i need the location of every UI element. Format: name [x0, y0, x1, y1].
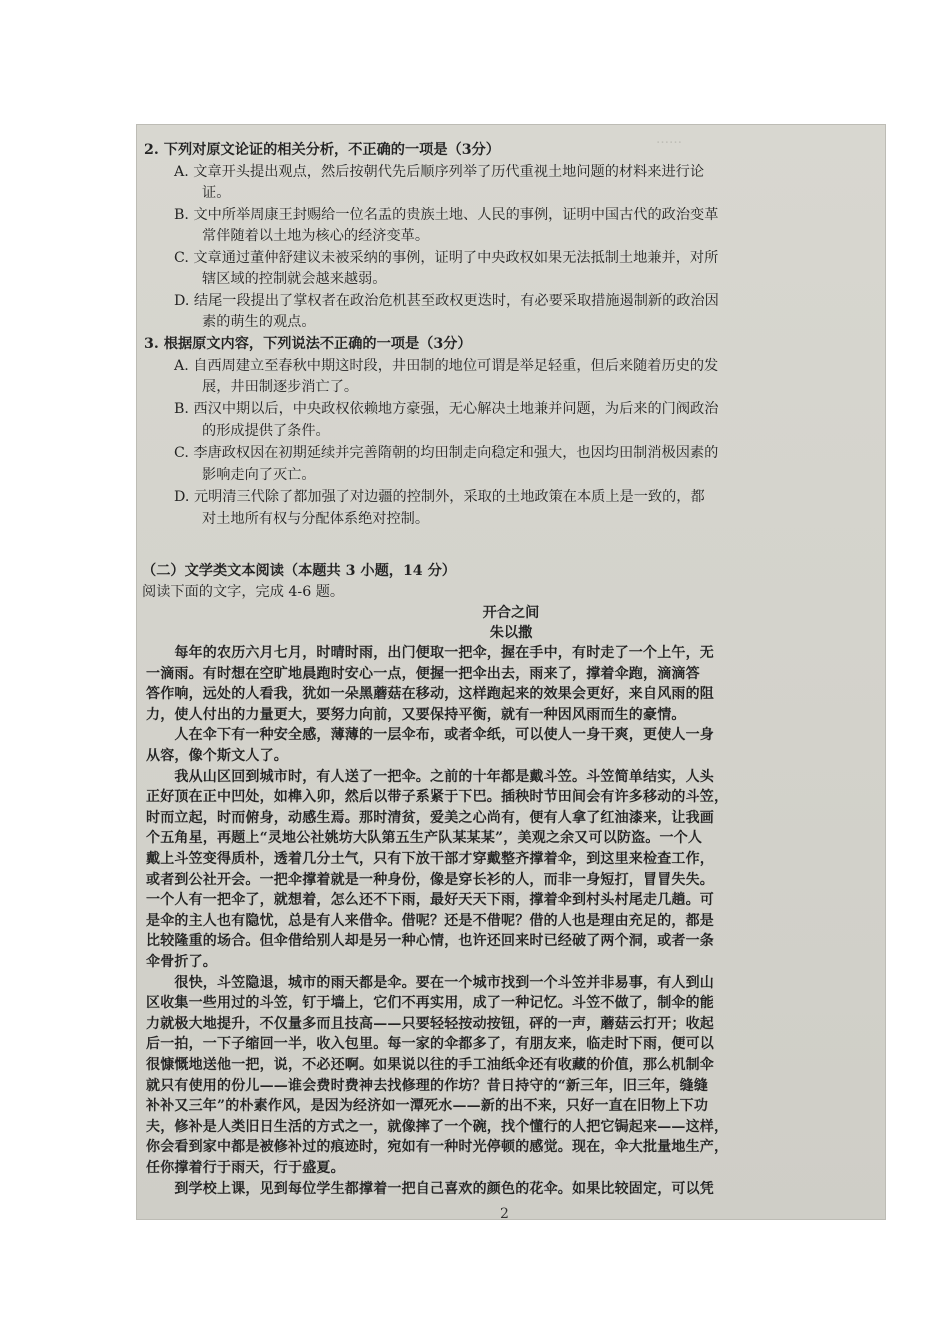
- article-line: 很慷慨地送他一把，说，不必还啊。如果说以往的手工油纸伞还有收藏的价值，那么机制伞: [146, 1057, 714, 1073]
- article-line: 伞骨折了。: [146, 954, 217, 970]
- q2-option-c-line1: C. 文章通过董仲舒建议未被采纳的事例，证明了中央政权如果无法抵制土地兼并，对所: [174, 250, 719, 266]
- article-line: 戴上斗笠变得质朴，透着几分土气，只有下放干部才穿戴整齐撑着伞，到这里来检查工作，: [146, 851, 714, 867]
- article-line: 任你撑着行于雨天，行于盛夏。: [146, 1160, 345, 1176]
- q3-option-a-line2: 展，井田制逐步消亡了。: [202, 379, 359, 395]
- article-line: 是伞的主人也有隐忧，总是有人来借伞。借呢？还是不借呢？借的人也是理由充足的，都是: [146, 912, 714, 929]
- article-line: 比较隆重的场合。但伞借给别人却是另一种心情，也许还回来时已经破了两个洞，或者一条: [146, 933, 714, 950]
- article-line: 我从山区回到城市时，有人送了一把伞。之前的十年都是戴斗笠。斗笠简单结实，人头: [146, 768, 714, 785]
- article-line: 个五角星，再题上“灵地公社姚坊大队第五生产队某某某”，美观之余又可以防盗。一个人: [146, 830, 703, 847]
- article-line: 力就极大地提升，不仅量多而且技高——只要轻轻按动按钮，砰的一声，蘑菇云打开；收起: [146, 1015, 714, 1032]
- article-line: 夫，修补是人类旧日生活的方式之一，就像摔了一个碗，找个懂行的人把它锔起来——这样，: [146, 1118, 729, 1135]
- article-title: 开合之间: [482, 605, 540, 621]
- article-author: 朱以撒: [489, 625, 533, 641]
- q3-option-a-line1: A. 自西周建立至春秋中期这时段，井田制的地位可谓是举足轻重，但后来随着历史的发: [174, 358, 719, 374]
- question-3-stem: 3. 根据原文内容，下列说法不正确的一项是（3分）: [144, 336, 472, 352]
- article-line: 从容，像个斯文人了。: [146, 748, 288, 764]
- article-line: 补补又三年”的朴素作风，是因为经济如一潭死水——新的出不来，只好一直在旧物上下功: [146, 1098, 709, 1115]
- q2-option-b-line1: B. 文中所举周康王封赐给一位名盂的贵族土地、人民的事例，证明中国古代的政治变革: [174, 207, 719, 223]
- article-line: 你会看到家中都是被修补过的痕迹时，宛如有一种时光停顿的感觉。现在，伞大批量地生产，: [146, 1139, 729, 1156]
- bleed-through-text: ……: [656, 132, 682, 147]
- q3-option-c-line2: 影响走向了灭亡。: [202, 467, 316, 483]
- q2-option-d-line2: 素的萌生的观点。: [202, 314, 316, 330]
- article-line: 人在伞下有一种安全感，薄薄的一层伞布，或者伞纸，可以使人一身干爽，更使人一身: [146, 727, 714, 744]
- scanned-exam-page: [136, 124, 886, 1220]
- q3-option-b-line2: 的形成提供了条件。: [202, 423, 330, 439]
- page-number: 2: [500, 1206, 509, 1220]
- q3-option-c-line1: C. 李唐政权因在初期延续并完善隋朝的均田制走向稳定和强大，也因均田制消极因素的: [174, 445, 719, 461]
- article-line: 一个人有一把伞了，就想着，怎么还不下雨，最好天天下雨，撑着伞到村头村尾走几趟。可: [146, 892, 714, 909]
- q2-option-c-line2: 辖区域的控制就会越来越弱。: [202, 271, 387, 287]
- q3-option-b-line1: B. 西汉中期以后，中央政权依赖地方豪强，无心解决土地兼并问题，为后来的门阀政治: [174, 401, 719, 417]
- q2-option-a-line1: A. 文章开头提出观点，然后按朝代先后顺序列举了历代重视土地问题的材料来进行论: [174, 164, 705, 180]
- article-line: 区收集一些用过的斗笠，钉于墙上，它们不再实用，成了一种记忆。斗笠不做了，制伞的能: [146, 995, 714, 1012]
- question-2-stem: 2. 下列对原文论证的相关分析，不正确的一项是（3分）: [144, 142, 500, 158]
- section-heading: （二）文学类文本阅读（本题共 3 小题，14 分）: [142, 563, 456, 579]
- article-line: 到学校上课，见到每位学生都撑着一把自己喜欢的颜色的花伞。如果比较固定，可以凭: [146, 1180, 714, 1197]
- article-line: 每年的农历六月七月，时晴时雨，出门便取一把伞，握在手中，有时走了一个上午，无: [146, 645, 714, 661]
- article-line: 一滴雨。有时想在空旷地晨跑时安心一点，便握一把伞出去，雨来了，撑着伞跑，滴滴答: [146, 665, 700, 682]
- article-line: 或者到公社开会。一把伞撑着就是一种身份，像是穿长衫的人，而非一身短打，冒冒失失。: [146, 871, 714, 888]
- q3-option-d-line1: D. 元明清三代除了都加强了对边疆的控制外，采取的土地政策在本质上是一致的，都: [174, 489, 705, 505]
- article-line: 力，使人付出的力量更大，要努力向前，又要保持平衡，就有一种因风雨而生的豪情。: [146, 706, 686, 723]
- q2-option-d-line1: D. 结尾一段提出了掌权者在政治危机甚至政权更迭时，有必要采取措施遏制新的政治因: [174, 293, 719, 309]
- q2-option-b-line2: 常伴随着以土地为核心的经济变革。: [202, 228, 430, 244]
- article-line: 就只有使用的份儿——谁会费时费神去找修理的作坊？昔日持守的“新三年，旧三年，缝缝: [146, 1077, 709, 1094]
- q2-option-a-line2: 证。: [202, 185, 231, 201]
- article-line: 正好顶在正中凹处，如榫入卯，然后以带子系紧于下巴。插秧时节田间会有许多移动的斗笠，: [146, 789, 729, 806]
- article-line: 后一拍，一下子缩回一半，收入包里。每一家的伞都多了，有朋友来，临走时下雨，便可以: [146, 1036, 714, 1053]
- q3-option-d-line2: 对土地所有权与分配体系绝对控制。: [202, 511, 430, 527]
- article-line: 很快，斗笠隐退，城市的雨天都是伞。要在一个城市找到一个斗笠并非易事，有人到山: [146, 974, 714, 991]
- article-line: 答作响，远处的人看我，犹如一朵黑蘑菇在移动，这样跑起来的效果会更好，来自风雨的阻: [146, 686, 714, 703]
- section-instruction: 阅读下面的文字，完成 4-6 题。: [142, 584, 345, 600]
- article-line: 时而立起，时而俯身，动感生焉。那时清贫，爱美之心尚有，便有人拿了红油漆来，让我画: [146, 809, 714, 826]
